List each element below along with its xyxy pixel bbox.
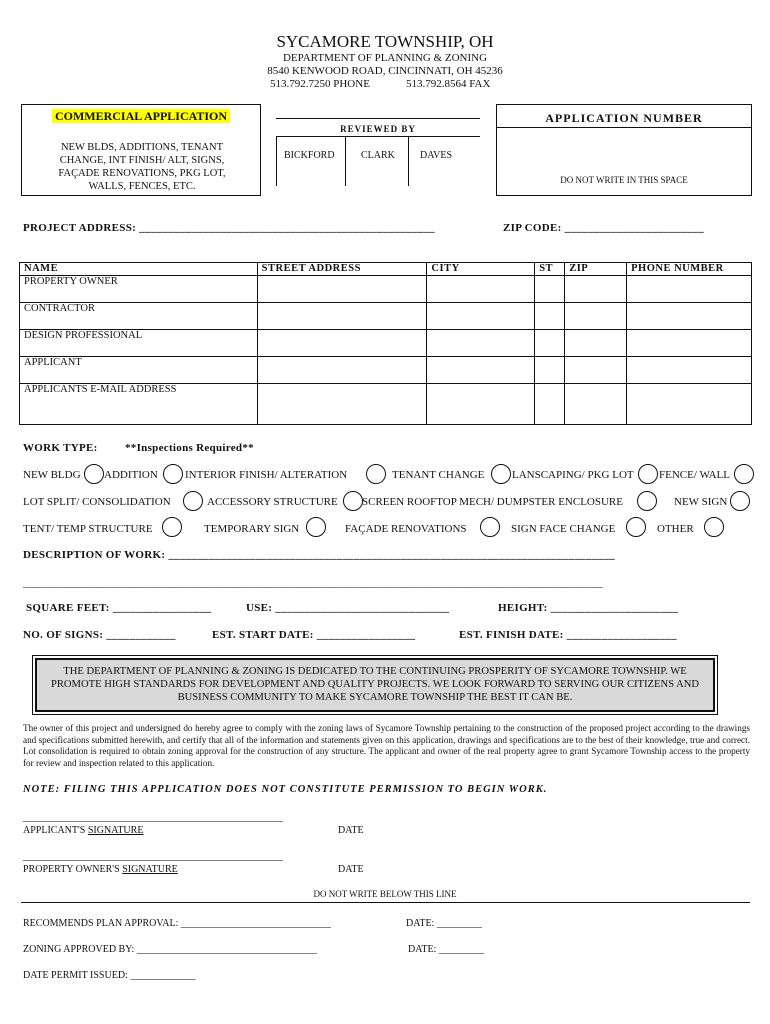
fence-wall-checkbox[interactable]	[734, 464, 754, 484]
table-row	[20, 303, 752, 330]
department-phone: 513.792.7250 PHONE	[270, 78, 370, 90]
state-cell[interactable]	[535, 357, 565, 384]
description-of-work-line-2[interactable]: ____________________________________________________________________________________________________	[23, 577, 603, 589]
zip-code-field[interactable]: ZIP CODE: ________________________	[503, 222, 704, 234]
work-landscaping-label: LANSCAPING/ PKG LOT	[512, 469, 634, 481]
applicant-date-label: DATE	[338, 825, 364, 836]
email-cell[interactable]	[427, 384, 535, 425]
facade-renovations-checkbox[interactable]	[480, 517, 500, 537]
city-cell[interactable]	[427, 276, 535, 303]
department-address: 8540 KENWOOD ROAD, CINCINNATI, OH 45236	[267, 65, 503, 77]
header-city: CITY	[427, 263, 535, 276]
work-temporary-sign-label: TEMPORARY SIGN	[204, 523, 300, 535]
owner-date-label: DATE	[338, 864, 364, 875]
department-name: DEPARTMENT OF PLANNING & ZONING	[282, 52, 488, 64]
state-cell[interactable]	[535, 330, 565, 357]
table-row	[20, 330, 752, 357]
screen-rooftop-checkbox[interactable]	[637, 491, 657, 511]
zip-cell[interactable]	[565, 357, 627, 384]
temporary-sign-checkbox[interactable]	[306, 517, 326, 537]
do-not-write-note: DO NOT WRITE IN THIS SPACE	[560, 175, 688, 185]
mission-banner	[35, 658, 715, 712]
owner-signature-label	[23, 864, 178, 875]
email-cell[interactable]	[257, 384, 427, 425]
work-type-label: WORK TYPE:	[23, 442, 98, 454]
row-label-property-owner: PROPERTY OWNER	[20, 276, 258, 303]
state-cell[interactable]	[535, 303, 565, 330]
table-row	[20, 384, 752, 425]
phone-cell[interactable]	[627, 330, 752, 357]
phone-cell[interactable]	[627, 357, 752, 384]
email-cell[interactable]	[565, 384, 627, 425]
state-cell[interactable]	[535, 276, 565, 303]
new-bldg-checkbox[interactable]	[84, 464, 104, 484]
filing-note: NOTE: FILING THIS APPLICATION DOES NOT CONSTITUTE PERMISSION TO BEGIN WORK.	[23, 784, 548, 795]
tenant-change-checkbox[interactable]	[491, 464, 511, 484]
header-street-address: STREET ADDRESS	[257, 263, 427, 276]
work-new-bldg-label: NEW BLDG	[23, 469, 81, 481]
street-address-cell[interactable]	[257, 276, 427, 303]
work-addition-label: ADDITION	[104, 469, 158, 481]
owner-prefix: PROPERTY OWNER'S	[23, 864, 123, 875]
application-number-box[interactable]	[496, 104, 752, 196]
reviewer-daves: DAVES	[420, 150, 453, 161]
interior-finish-checkbox[interactable]	[366, 464, 386, 484]
zip-cell[interactable]	[565, 303, 627, 330]
work-fence-wall-label: FENCE/ WALL	[659, 469, 730, 481]
street-address-cell[interactable]	[257, 357, 427, 384]
date-permit-issued-field[interactable]: DATE PERMIT ISSUED: _____________	[23, 970, 196, 981]
est-start-date-field[interactable]: EST. START DATE: _________________	[212, 629, 416, 641]
city-cell[interactable]	[427, 357, 535, 384]
recommends-plan-approval-field[interactable]: RECOMMENDS PLAN APPROVAL: ______________________________	[23, 918, 331, 929]
row-label-applicant: APPLICANT	[20, 357, 258, 384]
department-fax: 513.792.8564 FAX	[406, 78, 491, 90]
zoning-date-field[interactable]: DATE: _________	[408, 944, 484, 955]
divider-line	[21, 902, 750, 903]
est-finish-date-field[interactable]: EST. FINISH DATE: ___________________	[459, 629, 677, 641]
signature-word: SIGNATURE	[122, 864, 178, 875]
work-facade-renovations-label: FAÇADE RENOVATIONS	[345, 523, 467, 535]
work-tenant-change-label: TENANT CHANGE	[392, 469, 485, 481]
commercial-application-box	[21, 104, 261, 196]
new-sign-checkbox[interactable]	[730, 491, 750, 511]
use-field[interactable]: USE: ______________________________	[246, 602, 450, 614]
parties-table	[19, 262, 752, 425]
reviewed-by-title: REVIEWED BY	[340, 124, 416, 134]
description-of-work-field[interactable]: DESCRIPTION OF WORK: _____________________________________________________________________________	[23, 549, 615, 561]
number-of-signs-field[interactable]: NO. OF SIGNS: ____________	[23, 629, 176, 641]
street-address-cell[interactable]	[257, 330, 427, 357]
work-new-sign-label: NEW SIGN	[674, 496, 728, 508]
applicant-prefix: APPLICANT'S	[23, 825, 88, 836]
zoning-approved-by-field[interactable]: ZONING APPROVED BY: ____________________________________	[23, 944, 317, 955]
work-tent-temp-label: TENT/ TEMP STRUCTURE	[23, 523, 153, 535]
landscaping-checkbox[interactable]	[638, 464, 658, 484]
work-screen-rooftop-label: SCREEN ROOFTOP MECH/ DUMPSTER ENCLOSURE	[362, 496, 623, 508]
tent-temp-checkbox[interactable]	[162, 517, 182, 537]
commercial-application-title: COMMERCIAL APPLICATION	[52, 109, 230, 123]
other-checkbox[interactable]	[704, 517, 724, 537]
sign-face-change-checkbox[interactable]	[626, 517, 646, 537]
legal-agreement-text: The owner of this project and undersigned do hereby agree to comply with the zoning laws of Sycamore Township pertaining to the construction of the proposed project according to the drawings and specifications submitted herewith, and certify that all of the information and statements given on this application, drawings and specifications are to the best of their knowledge, true and correct. Lot consolidation is required to obtain zoning approval for the construction of any structure. The applicant and owner of the real property agree to grant Sycamore Township access to the property for review and inspection related to this application.	[23, 723, 750, 768]
email-cell[interactable]	[535, 384, 565, 425]
height-field[interactable]: HEIGHT: ______________________	[498, 602, 679, 614]
city-cell[interactable]	[427, 330, 535, 357]
do-not-write-below-label: DO NOT WRITE BELOW THIS LINE	[313, 889, 457, 899]
phone-cell[interactable]	[627, 276, 752, 303]
row-label-applicants-email: APPLICANTS E-MAIL ADDRESS	[20, 384, 258, 425]
square-feet-field[interactable]: SQUARE FEET: _________________	[26, 602, 212, 614]
email-cell[interactable]	[627, 384, 752, 425]
header-state: ST	[535, 263, 565, 276]
work-sign-face-change-label: SIGN FACE CHANGE	[511, 523, 616, 535]
recommends-date-field[interactable]: DATE: _________	[406, 918, 482, 929]
row-label-contractor: CONTRACTOR	[20, 303, 258, 330]
header-name: NAME	[20, 263, 258, 276]
mission-banner-text: THE DEPARTMENT OF PLANNING & ZONING IS DEDICATED TO THE CONTINUING PROSPERITY OF SYCAMORE TOWNSHIP. WE PROMOTE HIGH STANDARDS FOR DEVELOPMENT AND QUALITY PROJECTS. WE LOOK FORWARD TO SERVING OUR CITIZENS AND BUSINESS COMMUNITY TO MAKE SYCAMORE TOWNSHIP THE BEST IT CAN BE.	[50, 666, 700, 703]
reviewer-bickford: BICKFORD	[284, 150, 335, 161]
application-number-title: APPLICATION NUMBER	[545, 111, 703, 125]
table-row	[20, 276, 752, 303]
work-interior-finish-label: INTERIOR FINISH/ ALTERATION	[185, 469, 348, 481]
owner-signature-line[interactable]: ____________________________________________________	[23, 851, 283, 862]
city-cell[interactable]	[427, 303, 535, 330]
accessory-structure-checkbox[interactable]	[343, 491, 363, 511]
project-address-field[interactable]: PROJECT ADDRESS: ___________________________________________________	[23, 222, 435, 234]
street-address-cell[interactable]	[257, 303, 427, 330]
header-phone-number: PHONE NUMBER	[627, 263, 752, 276]
table-row	[20, 357, 752, 384]
work-lot-split-label: LOT SPLIT/ CONSOLIDATION	[23, 496, 171, 508]
row-label-design-professional: DESIGN PROFESSIONAL	[20, 330, 258, 357]
township-title: SYCAMORE TOWNSHIP, OH	[276, 32, 494, 51]
addition-checkbox[interactable]	[163, 464, 183, 484]
zip-cell[interactable]	[565, 276, 627, 303]
work-accessory-structure-label: ACCESSORY STRUCTURE	[207, 496, 338, 508]
reviewer-clark: CLARK	[361, 150, 395, 161]
phone-cell[interactable]	[627, 303, 752, 330]
work-other-label: OTHER	[657, 523, 694, 535]
commercial-application-description: NEW BLDS, ADDITIONS, TENANT CHANGE, INT FINISH/ ALT, SIGNS, FAÇADE RENOVATIONS, PKG LOT, WALLS, FENCES, ETC.	[58, 142, 226, 192]
applicant-signature-label	[23, 825, 143, 836]
header-zip: ZIP	[565, 263, 627, 276]
inspections-required-note: **Inspections Required**	[125, 442, 254, 454]
applicant-signature-line[interactable]: ____________________________________________________	[23, 812, 283, 823]
signature-word: SIGNATURE	[87, 825, 144, 836]
zip-cell[interactable]	[565, 330, 627, 357]
lot-split-checkbox[interactable]	[183, 491, 203, 511]
